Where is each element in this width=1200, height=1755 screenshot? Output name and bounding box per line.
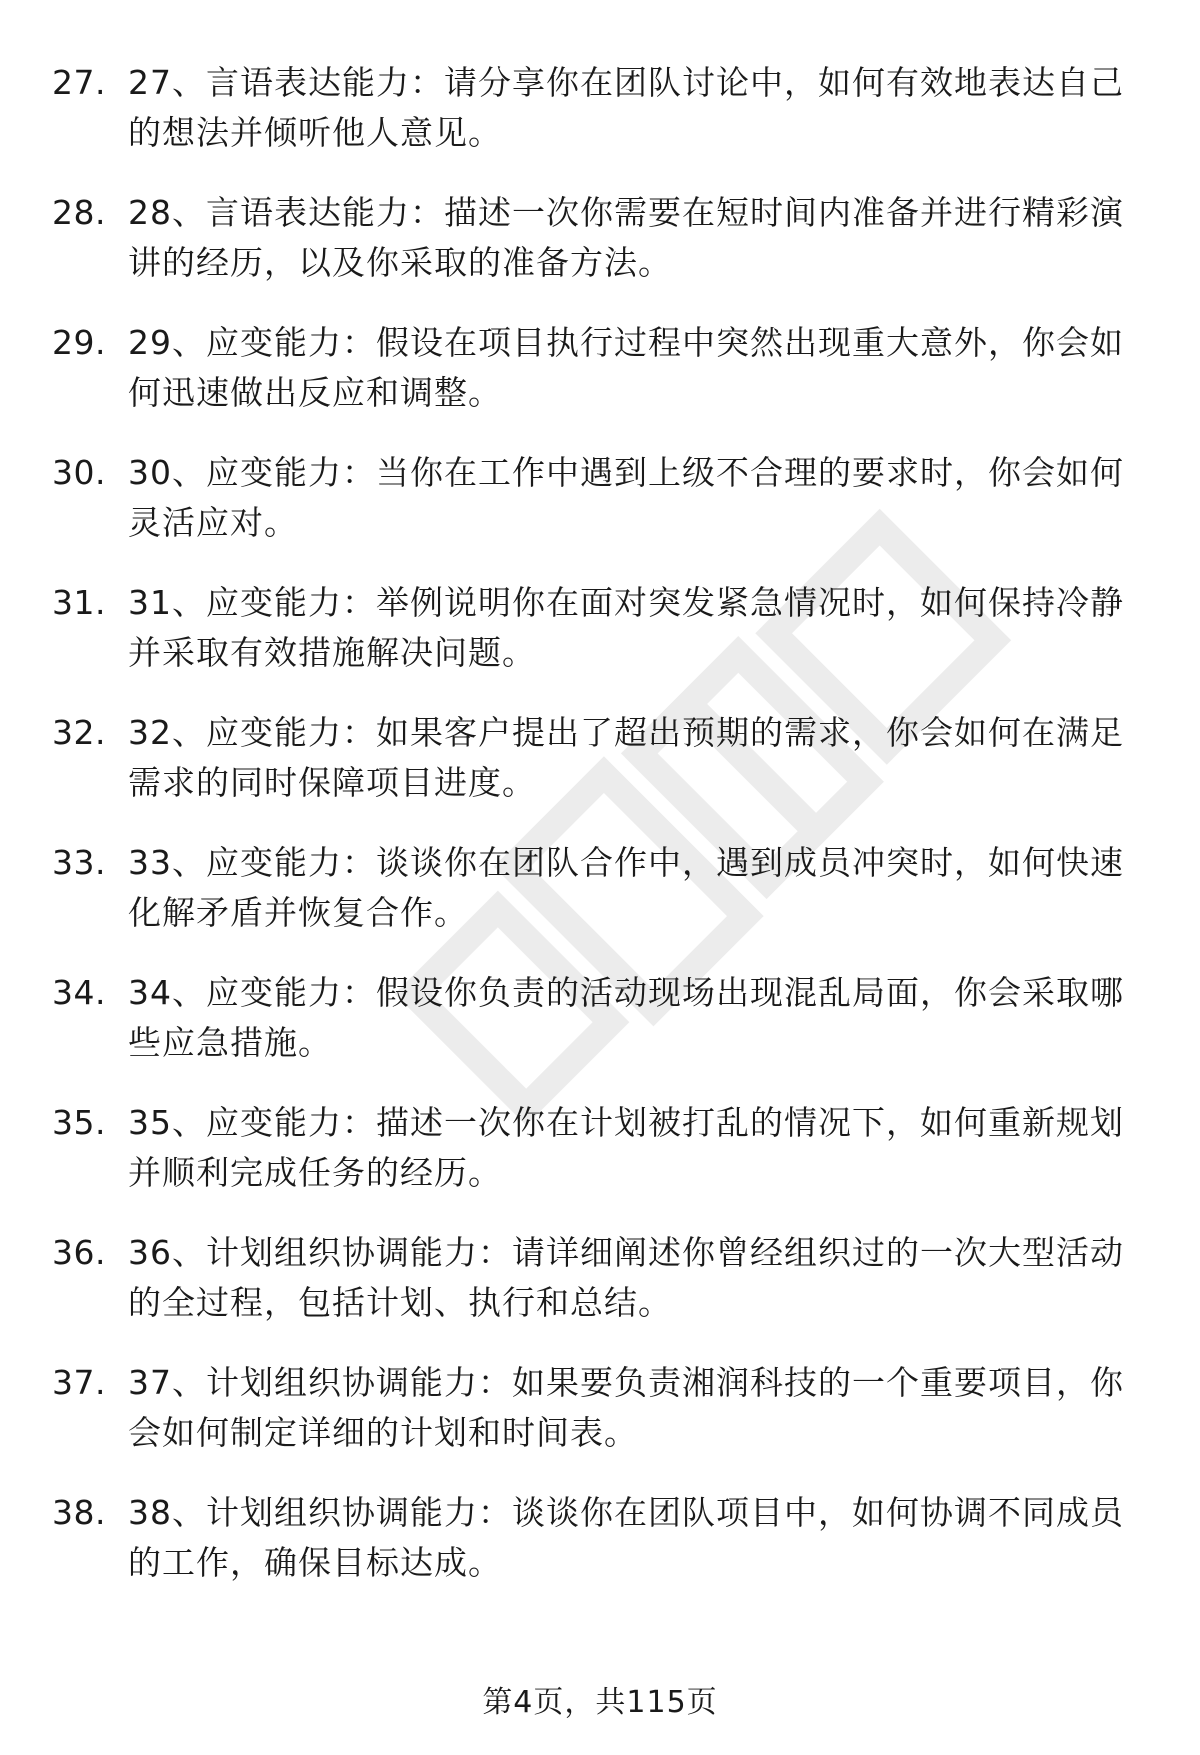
item-number: 29.: [52, 323, 106, 362]
item-number: 37.: [52, 1363, 106, 1402]
list-item: [52, 1098, 1152, 1201]
list-item: [52, 1488, 1152, 1591]
item-text: 29、应变能力：假设在项目执行过程中突然出现重大意外，你会如何迅速做出反应和调整。: [128, 323, 1124, 412]
list-item: [52, 58, 1152, 161]
item-number: 27.: [52, 63, 106, 102]
item-text: 33、应变能力：谈谈你在团队合作中，遇到成员冲突时，如何快速化解矛盾并恢复合作。: [128, 843, 1124, 932]
question-list: [52, 58, 1152, 1618]
item-text: 32、应变能力：如果客户提出了超出预期的需求，你会如何在满足需求的同时保障项目进度。: [128, 713, 1124, 802]
item-text: 36、计划组织协调能力：请详细阐述你曾经组织过的一次大型活动的全过程，包括计划、执行和总结。: [128, 1233, 1124, 1322]
item-number: 38.: [52, 1493, 106, 1532]
item-text: 37、计划组织协调能力：如果要负责湘润科技的一个重要项目，你会如何制定详细的计划和时间表。: [128, 1363, 1124, 1452]
list-item: [52, 578, 1152, 681]
item-number: 34.: [52, 973, 106, 1012]
list-item: [52, 188, 1152, 291]
item-text: 28、言语表达能力：描述一次你需要在短时间内准备并进行精彩演讲的经历，以及你采取的准备方法。: [128, 193, 1124, 282]
page-footer: 第4页，共115页: [482, 1685, 718, 1720]
item-text: 34、应变能力：假设你负责的活动现场出现混乱局面，你会采取哪些应急措施。: [128, 973, 1124, 1062]
list-item: [52, 318, 1152, 421]
list-item: [52, 1228, 1152, 1331]
list-item: [52, 968, 1152, 1071]
item-text: 35、应变能力：描述一次你在计划被打乱的情况下，如何重新规划并顺利完成任务的经历。: [128, 1103, 1124, 1192]
list-item: [52, 708, 1152, 811]
item-text: 30、应变能力：当你在工作中遇到上级不合理的要求时，你会如何灵活应对。: [128, 453, 1124, 542]
item-number: 35.: [52, 1103, 106, 1142]
list-item: [52, 448, 1152, 551]
item-text: 27、言语表达能力：请分享你在团队讨论中，如何有效地表达自己的想法并倾听他人意见。: [128, 63, 1124, 152]
list-item: [52, 1358, 1152, 1461]
item-text: 38、计划组织协调能力：谈谈你在团队项目中，如何协调不同成员的工作，确保目标达成。: [128, 1493, 1124, 1582]
list-item: [52, 838, 1152, 941]
item-number: 36.: [52, 1233, 106, 1272]
item-text: 31、应变能力：举例说明你在面对突发紧急情况时，如何保持冷静并采取有效措施解决问题。: [128, 583, 1124, 672]
item-number: 31.: [52, 583, 106, 622]
item-number: 30.: [52, 453, 106, 492]
item-number: 32.: [52, 713, 106, 752]
item-number: 33.: [52, 843, 106, 882]
item-number: 28.: [52, 193, 106, 232]
